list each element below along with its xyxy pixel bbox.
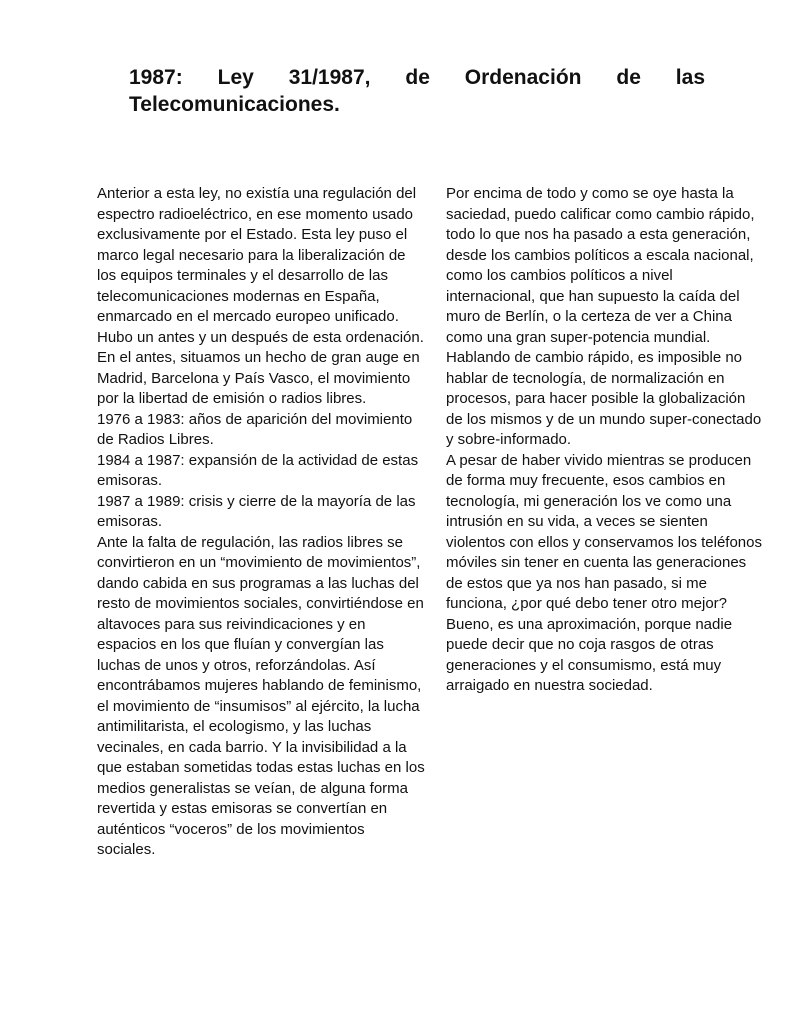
timeline-item: 1976 a 1983: años de aparición del movimiento de Radios Libres.: [97, 410, 413, 448]
right-column: [446, 184, 764, 697]
paragraph: En el antes, situamos un hecho de gran auge en Madrid, Barcelona y País Vasco, el movimiento por la libertad de emisión o radios libres.: [97, 349, 420, 407]
timeline-item: 1984 a 1987: expansión de la actividad de estas emisoras.: [97, 451, 419, 489]
page-title: 1987: Ley 31/1987, de Ordenación de las Telecomunicaciones.: [129, 66, 705, 116]
paragraph: Por encima de todo y como se oye hasta la saciedad, puedo calificar como cambio rápido, todo lo que nos ha pasado a esta generación, desde los cambios políticos a escala nacional, como los cambios políticos a nivel internacional, que han supuesto la caída del muro de Berlín, o la certeza de ver a China como una gran super-potencia mundial.: [446, 185, 755, 346]
paragraph: Hablando de cambio rápido, es imposible no hablar de tecnología, de normalización en procesos, para hacer posible la globalización de los mismos y de un mundo super-conectado y sobre-informado.: [446, 349, 762, 448]
timeline-item: 1987 a 1989: crisis y cierre de la mayoría de las emisoras.: [97, 492, 416, 530]
paragraph: A pesar de haber vivido mientras se producen de forma muy frecuente, esos cambios en tecnología, mi generación los ve como una intrusión en su vida, a veces se sienten violentos con ellos y conservamos los teléfonos móviles sin tener en cuenta las generaciones de estos que ya nos han pasado, si me funciona, ¿por qué debo tener otro mejor? Bueno, es una aproximación, porque nadie puede decir que no coja rasgos de otras generaciones y el consumismo, está muy arraigado en nuestra sociedad.: [446, 451, 762, 694]
paragraph: Ante la falta de regulación, las radios libres se convirtieron en un “movimiento de movimientos”, dando cabida en sus programas a las luchas del resto de movimientos sociales, convirtiéndose en altavoces para sus reivindicaciones y en espacios en los que fluían y convergían las luchas de unos y otros, reforzándolas. Así encontrábamos mujeres hablando de feminismo, el movimiento de “insumisos” al ejército, la lucha antimilitarista, el ecologismo, y las luchas vecinales, en cada barrio. Y la invisibilidad a la que estaban sometidas todas estas luchas en los medios generalistas se veían, de alguna forma revertida y estas emisoras se convertían en auténticos “voceros” de los movimientos sociales.: [97, 533, 425, 858]
left-column: [97, 184, 427, 861]
paragraph: Anterior a esta ley, no existía una regulación del espectro radioeléctrico, en ese momento usado exclusivamente por el Estado. Esta ley puso el marco legal necesario para la liberalización de los equipos terminales y el desarrollo de las telecomunicaciones modernas en España, enmarcado en el mercado europeo unificado. Hubo un antes y un después de esta ordenación.: [97, 185, 424, 346]
